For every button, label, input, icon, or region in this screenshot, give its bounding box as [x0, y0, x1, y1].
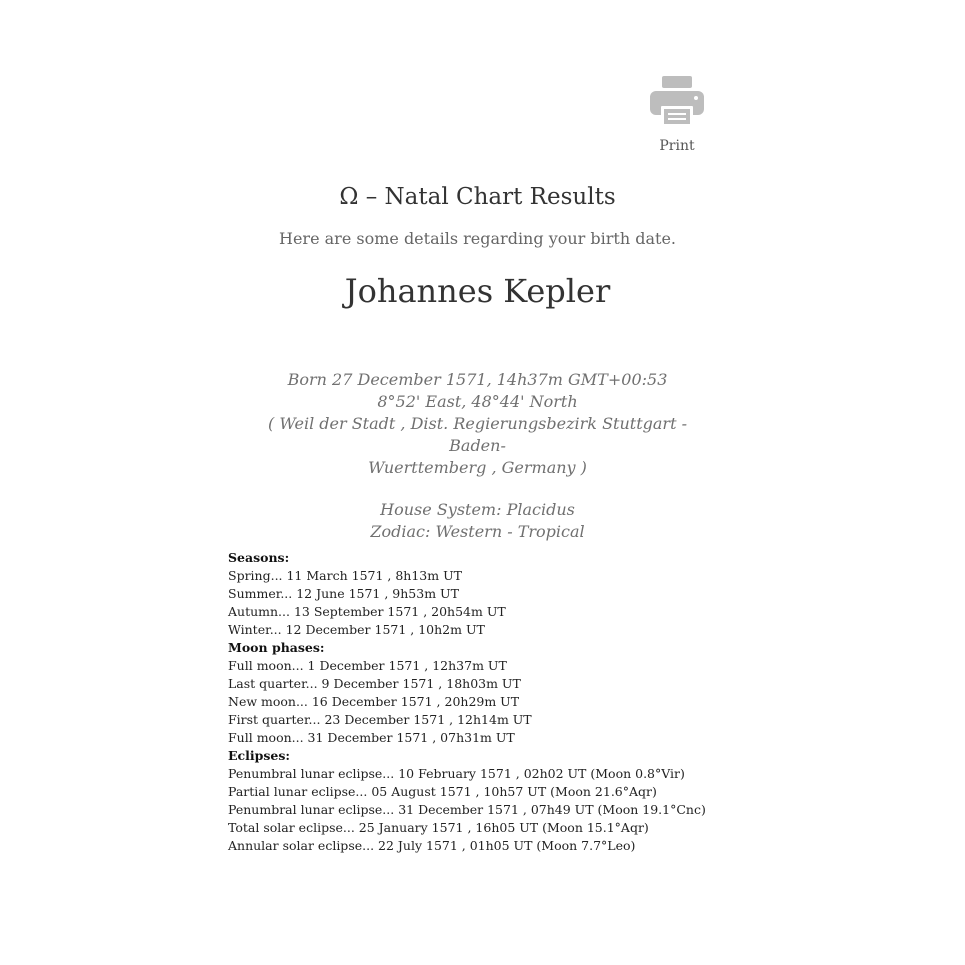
moon-phase-item: First quarter... 23 December 1571 , 12h14m UT	[228, 712, 532, 727]
season-item: Autumn... 13 September 1571 , 20h54m UT	[228, 604, 506, 619]
print-label[interactable]: Print	[659, 138, 695, 154]
moon-phases-heading: Moon phases:	[228, 640, 325, 655]
eclipses-heading: Eclipses:	[228, 748, 291, 763]
printer-icon[interactable]	[650, 76, 704, 126]
season-item: Winter... 12 December 1571 , 10h2m UT	[228, 622, 485, 637]
birth-place-line1: ( Weil der Stadt , Dist. Regierungsbezirk Stuttgart - Baden-	[268, 414, 687, 455]
events-list	[228, 549, 788, 855]
seasons-heading: Seasons:	[228, 550, 290, 565]
eclipse-item: Partial lunar eclipse... 05 August 1571 , 10h57 UT (Moon 21.6°Aqr)	[228, 784, 657, 799]
print-button[interactable]	[640, 76, 714, 154]
birth-details	[245, 369, 710, 543]
spacer	[245, 479, 710, 499]
birth-coordinates: 8°52' East, 48°44' North	[377, 392, 578, 411]
birth-place-line2: Wuerttemberg , Germany )	[368, 458, 587, 477]
moon-phase-item: Last quarter... 9 December 1571 , 18h03m UT	[228, 676, 521, 691]
moon-phase-item: Full moon... 1 December 1571 , 12h37m UT	[228, 658, 507, 673]
page-title: Ω – Natal Chart Results	[339, 184, 616, 210]
eclipse-item: Total solar eclipse... 25 January 1571 , 16h05 UT (Moon 15.1°Aqr)	[228, 820, 649, 835]
eclipse-item: Penumbral lunar eclipse... 31 December 1571 , 07h49 UT (Moon 19.1°Cnc)	[228, 802, 706, 817]
moon-phase-item: Full moon... 31 December 1571 , 07h31m UT	[228, 730, 515, 745]
house-system: House System: Placidus	[380, 500, 575, 519]
birth-date: Born 27 December 1571, 14h37m GMT+00:53	[287, 370, 668, 389]
season-item: Spring... 11 March 1571 , 8h13m UT	[228, 568, 462, 583]
zodiac-type: Zodiac: Western - Tropical	[370, 522, 585, 541]
moon-phase-item: New moon... 16 December 1571 , 20h29m UT	[228, 694, 520, 709]
eclipse-item: Penumbral lunar eclipse... 10 February 1571 , 02h02 UT (Moon 0.8°Vir)	[228, 766, 685, 781]
season-item: Summer... 12 June 1571 , 9h53m UT	[228, 586, 459, 601]
person-name: Johannes Kepler	[344, 272, 611, 310]
page-subtitle: Here are some details regarding your birth date.	[279, 229, 676, 248]
eclipse-item: Annular solar eclipse... 22 July 1571 , 01h05 UT (Moon 7.7°Leo)	[228, 838, 636, 853]
